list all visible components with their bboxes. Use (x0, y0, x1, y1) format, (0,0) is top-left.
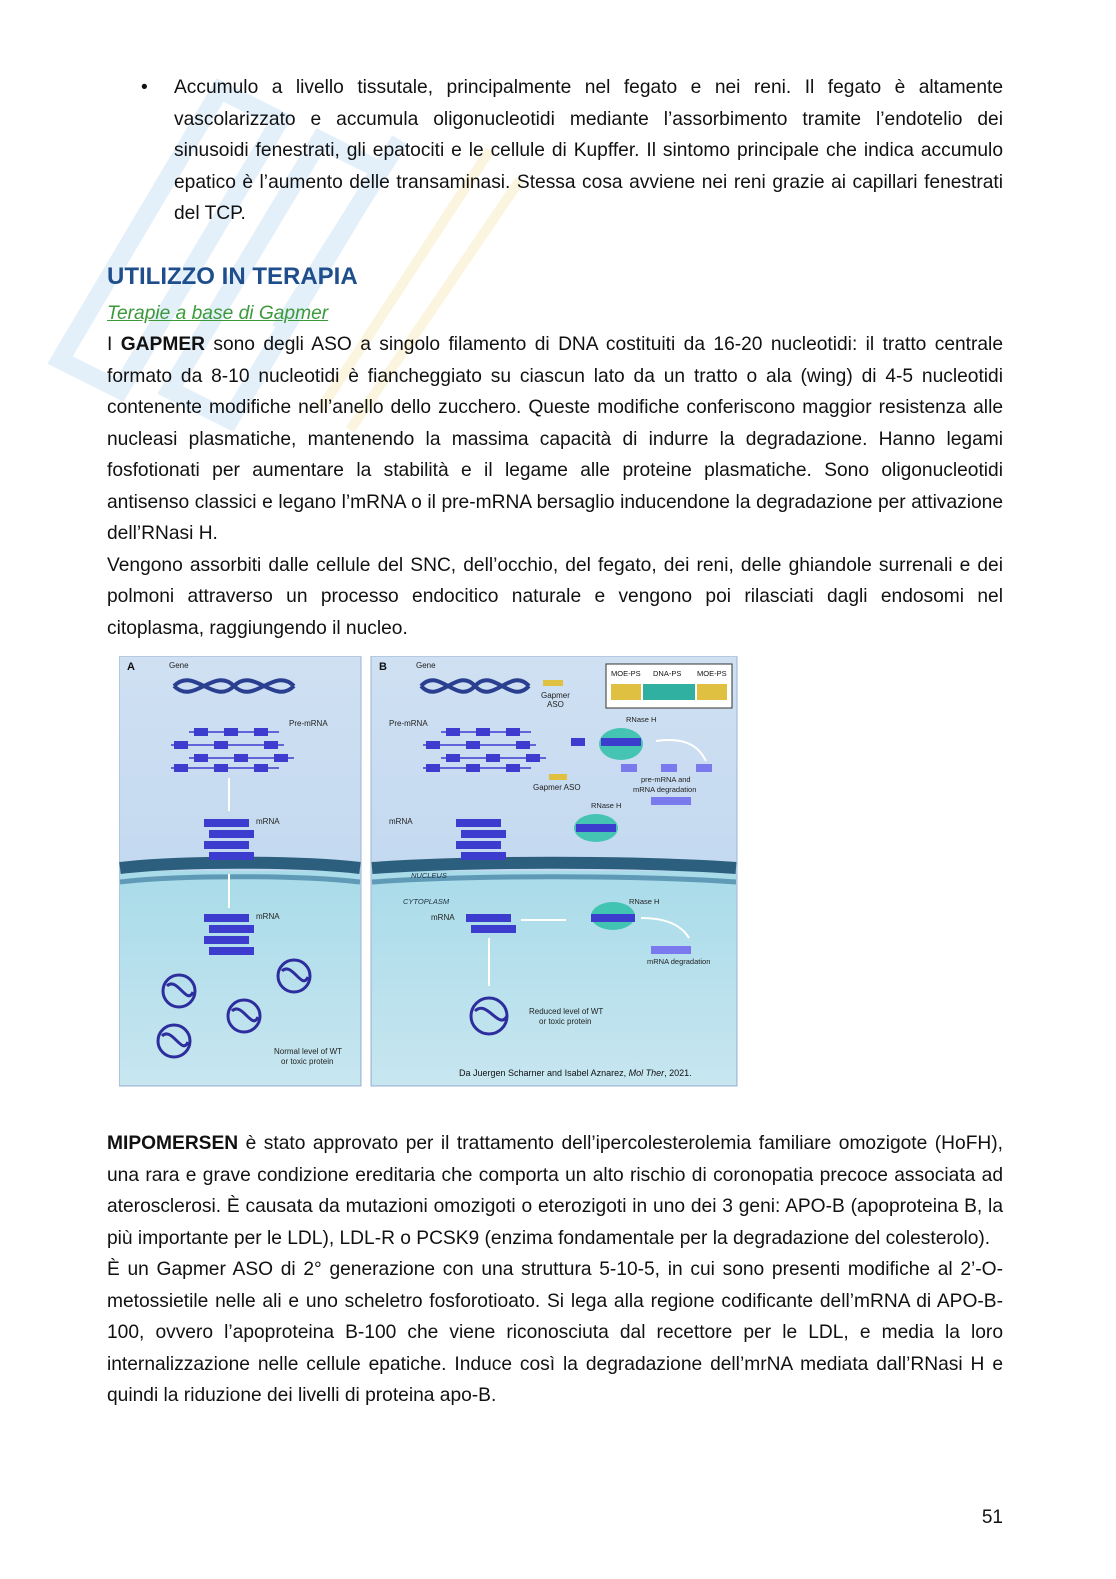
mipomersen-structure-paragraph: È un Gapmer ASO di 2° generazione con una struttura 5-10-5, in cui sono presenti modifiche al 2’-O-metossietile nelle ali e uno scheletro fosforotioato. Si lega alla regione codificante dell’mRNA di APO-B-100, ovvero l’apoproteina B-100 che viene riconosciuta dal recettore per le LDL, e media la loro internalizzazione nelle cellule epatiche. Induce così la degradazione dell’mrNA mediata dall’RNasi H e quindi la riduzione dei livelli di proteina apo-B. (107, 1259, 1003, 1406)
gapmer-aso-top-1: Gapmer (541, 691, 570, 700)
moe-ps-left: MOE-PS (611, 669, 641, 678)
mrna-label-b2: mRNA (431, 913, 455, 922)
gapmer-aso-mid: Gapmer ASO (533, 783, 581, 792)
normal-level-1: Normal level of WT (274, 1047, 343, 1056)
rnase-h-label-2: RNase H (591, 801, 622, 810)
reduced-level-1: Reduced level of WT (529, 1007, 604, 1016)
mrna-label-a2: mRNA (256, 912, 280, 921)
panel-b-label: B (379, 661, 387, 673)
gapmer-aso-icon-mid (549, 774, 567, 780)
subsection-title: Terapie a base di Gapmer (107, 302, 329, 324)
gene-label-a: Gene (169, 661, 189, 670)
mipomersen-term: MIPOMERSEN (107, 1133, 239, 1154)
figure-credit: Da Juergen Scharner and Isabel Aznarez, Mol Ther, 2021. (459, 1068, 692, 1078)
gapmer-aso-top-2: ASO (547, 700, 564, 709)
panel-a (119, 656, 361, 1086)
bullet-item (107, 72, 1003, 230)
gapmer-text: sono degli ASO a singolo filamento di DNA costituiti da 16-20 nucleotidi: il tratto centrale formato da 8-10 nucleotidi è fiancheggiato su ciascun lato da un tratto o ala (wing) di 4-5 nucleotidi contenente modifiche nell’anello dello zucchero. Queste modifiche conferiscono maggior resistenza alle nucleasi plasmatiche, mantenendo la massima capacità di indurre la degradazione. Hanno legami fosfotionati per aumentare la stabilità e il legame alle proteine plasmatiche. Sono oligonucleotidi antisenso classici e legano l’mRNA o il pre-mRNA bersaglio inducendone la degradazione per attivazione dell’RNasi H. (107, 334, 1003, 544)
degraded-fragments-1 (621, 764, 712, 772)
panel-a-label: A (127, 661, 135, 673)
rnase-h-label-3: RNase H (629, 897, 660, 906)
mipomersen-paragraph (107, 1128, 1003, 1254)
bullet-text: Accumulo a livello tissutale, principalmente nel fegato e nei reni. Il fegato è altamente vascolarizzato e accumula oligonucleotidi mediante l’assorbimento tramite l’endotelio dei sinusoidi fenestrati, gli epatociti e le cellule di Kupffer. Il sintomo principale che indica accumulo epatico è l’aumento delle transaminasi. Stessa cosa avviene nei reni grazie ai capillari fenestrati del TCP. (174, 77, 1003, 224)
gapmer-intro: I (107, 334, 121, 355)
mrna-degradation: mRNA degradation (647, 957, 711, 966)
pre-mrna-label-b: Pre-mRNA (389, 719, 428, 728)
gapmer-paragraph (107, 329, 1003, 550)
page-number: 51 (981, 1507, 1003, 1528)
cytoplasm-label: CYTOPLASM (403, 897, 450, 906)
pre-mrna-deg-2: mRNA degradation (633, 785, 697, 794)
dna-ps: DNA-PS (653, 669, 682, 678)
pre-mrna-deg-1: pre-mRNA and (641, 775, 691, 784)
moe-legend (606, 664, 732, 708)
gapmer-figure (119, 656, 739, 1088)
reduced-level-2: or toxic protein (539, 1017, 592, 1026)
moe-ps-right: MOE-PS (697, 669, 727, 678)
panel-b (371, 656, 737, 1086)
mrna-label-a: mRNA (256, 817, 280, 826)
gapmer-term: GAPMER (120, 334, 205, 355)
pre-mrna-label-a: Pre-mRNA (289, 719, 328, 728)
main-content (107, 72, 1003, 1412)
gapmer-aso-icon-top (543, 680, 563, 686)
bullet-dot: • (141, 77, 148, 98)
gene-label-b: Gene (416, 661, 436, 670)
section-title: UTILIZZO IN TERAPIA (107, 262, 358, 290)
rnase-h-label-1: RNase H (626, 715, 657, 724)
mrna-label-b: mRNA (389, 817, 413, 826)
nucleus-label: NUCLEUS (411, 871, 447, 880)
normal-level-2: or toxic protein (281, 1057, 334, 1066)
gapmer-diagram (119, 656, 739, 1088)
mipomersen-text: è stato approvato per il trattamento dell’ipercolesterolemia familiare omozigote (HoFH), una rara e grave condizione ereditaria che comporta un alto rischio di coronopatia precoce associata ad aterosclerosi. È causata da mutazioni omozigoti o eterozigoti in uno dei 3 geni: APO-B (apoproteina B, la più importante per le LDL), LDL-R o PCSK9 (enzima fondamentale per la degradazione del colesterolo). (107, 1133, 1003, 1249)
uptake-paragraph: Vengono assorbiti dalle cellule del SNC, dell’occhio, del fegato, dei reni, delle ghiandole surrenali e dei polmoni attraverso un processo endocitico naturale e vengono poi rilasciati dagli endosomi nel citoplasma, raggiungendo il nucleo. (107, 554, 1003, 639)
